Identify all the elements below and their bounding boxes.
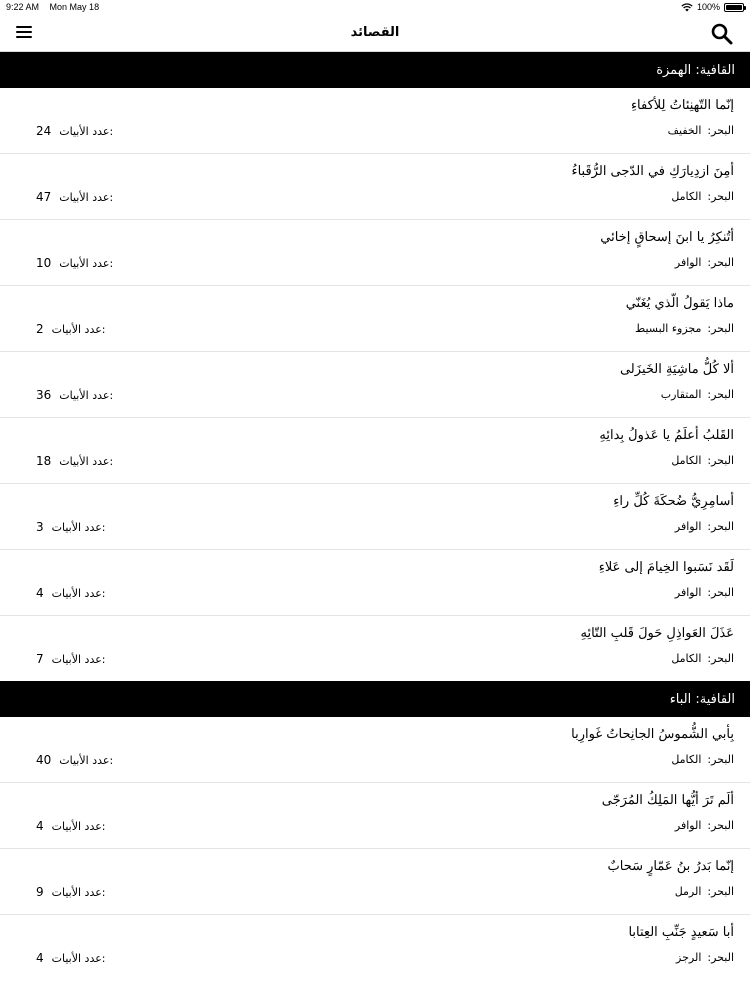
meter-value: الوافر	[674, 256, 702, 269]
poem-title: القَلبُ أعلَمُ يا عَذولُ بِدائِهِ	[599, 428, 734, 443]
battery-icon	[724, 3, 744, 12]
verse-count-value: 18	[36, 454, 52, 468]
battery-percent: 100%	[696, 2, 720, 12]
wifi-icon	[681, 3, 693, 12]
section-header: القافية: الباء	[0, 681, 750, 717]
meter-value: الرجز	[676, 951, 702, 964]
poem-meter	[675, 819, 734, 832]
meter-label: البحر:	[707, 586, 734, 599]
meter-value: الخفيف	[667, 124, 702, 137]
poem-title: أتُنكِرُ يا ابنَ إسحاقٍ إخائي	[600, 230, 734, 245]
verse-count	[36, 388, 113, 402]
verse-count-value: 40	[36, 753, 52, 767]
poem-title: بِأبي الشُّموسُ الجانِحاتُ غَوارِبا	[571, 727, 734, 742]
status-right	[681, 2, 744, 12]
search-icon	[710, 22, 734, 46]
poem-meter	[671, 190, 734, 203]
poem-row[interactable]	[0, 783, 750, 849]
verse-count-label: عدد الأبيات:	[59, 125, 114, 138]
meter-label: البحر:	[707, 322, 734, 335]
verse-count-value: 2	[36, 322, 44, 336]
status-left	[6, 2, 107, 12]
poem-row[interactable]	[0, 616, 750, 681]
verse-count	[36, 885, 106, 899]
navigation-bar	[0, 14, 750, 52]
verse-count	[36, 520, 106, 534]
poem-row[interactable]	[0, 286, 750, 352]
meter-label: البحر:	[707, 190, 734, 203]
meter-value: المتقارب	[660, 388, 702, 401]
verse-count-label: عدد الأبيات:	[59, 389, 114, 402]
page-title: القصائد	[350, 25, 400, 40]
meter-value: الرمل	[674, 885, 702, 898]
poem-row[interactable]	[0, 849, 750, 915]
meter-label: البحر:	[707, 885, 734, 898]
poem-row[interactable]	[0, 550, 750, 616]
meter-label: البحر:	[707, 520, 734, 533]
verse-count	[36, 124, 113, 138]
poem-row[interactable]	[0, 484, 750, 550]
poem-meter	[675, 520, 734, 533]
meter-value: الوافر	[674, 819, 702, 832]
poem-title: ماذا يَقولُ الّذي يُغَنّي	[625, 296, 734, 311]
verse-count-label: عدد الأبيات:	[51, 587, 106, 600]
poem-meter	[675, 256, 734, 269]
poem-row[interactable]	[0, 352, 750, 418]
poem-row[interactable]	[0, 915, 750, 980]
menu-button[interactable]	[16, 26, 32, 39]
verse-count	[36, 454, 113, 468]
poem-title: إنّما بَدرُ بنُ عَمّارٍ سَحابٌ	[607, 859, 734, 874]
verse-count	[36, 819, 106, 833]
poem-meter	[668, 124, 734, 137]
poem-row[interactable]	[0, 88, 750, 154]
poem-title: ألَم تَرَ أيُّها المَلِكُ المُرَجّى	[601, 793, 734, 808]
verse-count-value: 36	[36, 388, 52, 402]
search-button[interactable]	[710, 22, 734, 46]
meter-value: الوافر	[674, 586, 702, 599]
meter-value: الوافر	[674, 520, 702, 533]
poem-title: عَذَلَ العَواذِلِ حَولَ قَلبِ التّائِهِ	[580, 626, 734, 641]
poem-list	[0, 52, 750, 980]
verse-count-value: 24	[36, 124, 52, 138]
poem-meter	[635, 322, 734, 335]
meter-value: الكامل	[671, 652, 702, 665]
verse-count-value: 47	[36, 190, 52, 204]
verse-count	[36, 586, 106, 600]
meter-label: البحر:	[707, 753, 734, 766]
section-header: القافية: الهمزة	[0, 52, 750, 88]
meter-label: البحر:	[707, 819, 734, 832]
meter-label: البحر:	[707, 124, 734, 137]
meter-label: البحر:	[707, 454, 734, 467]
verse-count-label: عدد الأبيات:	[51, 521, 106, 534]
verse-count-value: 9	[36, 885, 44, 899]
poem-row[interactable]	[0, 220, 750, 286]
verse-count-label: عدد الأبيات:	[51, 886, 106, 899]
verse-count-label: عدد الأبيات:	[59, 455, 114, 468]
meter-label: البحر:	[707, 652, 734, 665]
poem-meter	[675, 885, 734, 898]
meter-value: مجزوء البسيط	[635, 322, 702, 335]
verse-count	[36, 256, 113, 270]
poem-meter	[676, 951, 734, 964]
verse-count	[36, 753, 113, 767]
verse-count-value: 7	[36, 652, 44, 666]
verse-count-label: عدد الأبيات:	[51, 820, 106, 833]
poem-row[interactable]	[0, 717, 750, 783]
verse-count-value: 4	[36, 586, 44, 600]
status-time: 9:22 AM	[6, 2, 40, 12]
poem-title: أبا سَعيدٍ جَنِّبِ العِتابا	[628, 925, 734, 940]
verse-count-label: عدد الأبيات:	[59, 754, 114, 767]
poem-meter	[671, 454, 734, 467]
status-bar	[0, 0, 750, 14]
verse-count-value: 4	[36, 819, 44, 833]
verse-count	[36, 322, 106, 336]
status-date: Mon May 18	[49, 2, 100, 12]
verse-count-value: 3	[36, 520, 44, 534]
verse-count-value: 4	[36, 951, 44, 965]
meter-value: الكامل	[671, 753, 702, 766]
meter-label: البحر:	[707, 388, 734, 401]
verse-count-label: عدد الأبيات:	[51, 653, 106, 666]
poem-title: ألا كُلُّ ماشِيَةِ الخَيزَلى	[619, 362, 734, 377]
meter-label: البحر:	[707, 951, 734, 964]
verse-count-label: عدد الأبيات:	[51, 952, 106, 965]
meter-label: البحر:	[707, 256, 734, 269]
verse-count-value: 10	[36, 256, 52, 270]
poem-meter	[675, 586, 734, 599]
poem-title: أمِنَ ازدِيارَكِ في الدّجى الرُّقَباءُ	[571, 164, 734, 179]
verse-count	[36, 951, 106, 965]
verse-count	[36, 190, 113, 204]
poem-title: إنّما التّهنِئاتُ لِلأكفاءِ	[630, 98, 734, 113]
poem-row[interactable]	[0, 154, 750, 220]
verse-count-label: عدد الأبيات:	[59, 191, 114, 204]
verse-count	[36, 652, 106, 666]
poem-meter	[661, 388, 734, 401]
poem-meter	[671, 753, 734, 766]
verse-count-label: عدد الأبيات:	[59, 257, 114, 270]
poem-row[interactable]	[0, 418, 750, 484]
verse-count-label: عدد الأبيات:	[51, 323, 106, 336]
meter-value: الكامل	[671, 454, 702, 467]
poem-meter	[671, 652, 734, 665]
meter-value: الكامل	[671, 190, 702, 203]
poem-title: لَقَد نَسَبوا الخِيامَ إلى عَلاءِ	[598, 560, 734, 575]
poem-title: أسامِرِيُّ ضُحكَةَ كُلِّ راءِ	[613, 494, 734, 509]
